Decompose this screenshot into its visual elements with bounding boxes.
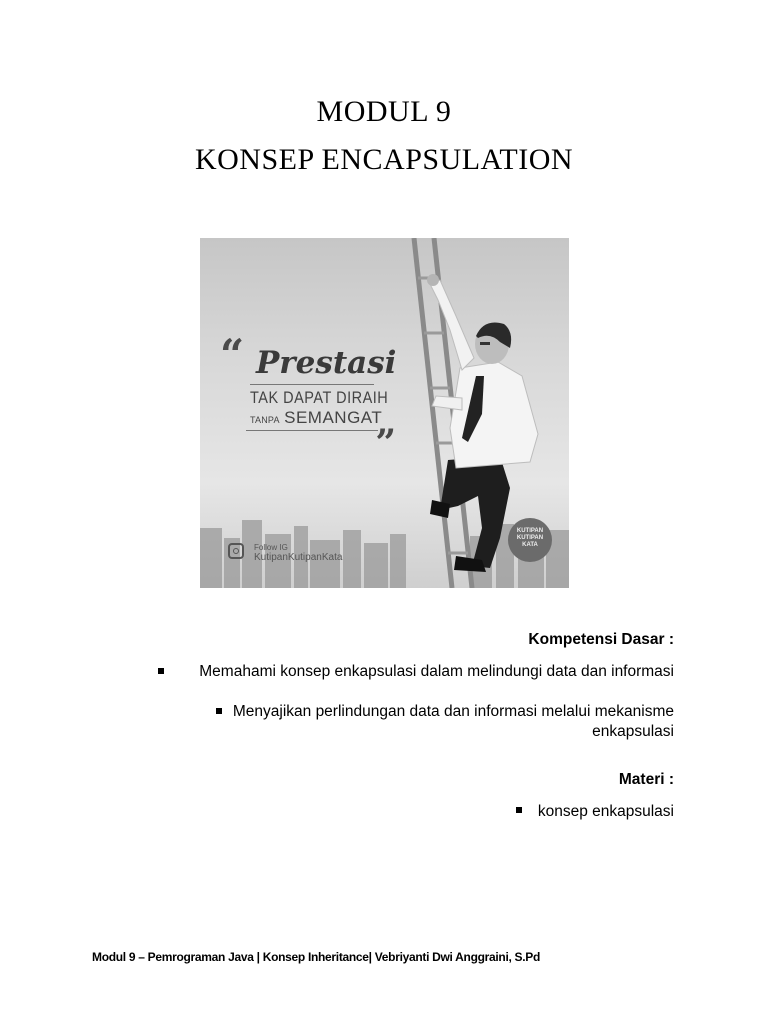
poster-line-3 bbox=[250, 408, 382, 428]
badge-text-2: KUTIPAN bbox=[516, 535, 544, 541]
kompetensi-item-1-text: Memahami konsep enkapsulasi dalam melindungi data dan informasi bbox=[199, 663, 674, 680]
bullet-icon bbox=[158, 668, 164, 674]
materi-heading: Materi : bbox=[618, 771, 674, 788]
badge-text-1: KUTIPAN bbox=[516, 528, 544, 534]
poster-divider bbox=[250, 384, 374, 385]
brand-badge-logo bbox=[508, 518, 552, 562]
open-quote-mark: “ bbox=[220, 330, 245, 379]
follow-label: Follow IG bbox=[254, 543, 288, 552]
close-quote-mark: „ bbox=[376, 401, 397, 443]
materi-item-1-text: konsep enkapsulasi bbox=[537, 803, 674, 820]
module-title: KONSEP ENCAPSULATION bbox=[194, 143, 574, 176]
motivational-poster-image bbox=[200, 238, 569, 588]
kompetensi-item-2 bbox=[214, 702, 674, 742]
kompetensi-item-1 bbox=[154, 662, 674, 682]
badge-text-3: KATA bbox=[522, 542, 538, 548]
poster-divider-bottom bbox=[246, 430, 378, 431]
page-footer: Modul 9 – Pemrograman Java | Konsep Inheritance| Vebriyanti Dwi Anggraini, S.Pd bbox=[92, 950, 541, 964]
module-number: MODUL 9 bbox=[316, 95, 452, 128]
poster-line-3-big: SEMANGAT bbox=[284, 408, 383, 427]
kompetensi-item-2-text: Menyajikan perlindungan data dan informasi melalui mekanisme enkapsulasi bbox=[232, 703, 674, 740]
poster-line-3-small: TANPA bbox=[250, 415, 280, 425]
poster-line-2: TAK DAPAT DIRAIH bbox=[250, 389, 389, 408]
bullet-icon bbox=[516, 807, 522, 813]
materi-item-1 bbox=[516, 803, 674, 821]
bullet-icon bbox=[216, 708, 222, 714]
poster-headline: Prestasi bbox=[256, 345, 397, 381]
instagram-icon bbox=[228, 543, 244, 559]
kompetensi-heading: Kompetensi Dasar : bbox=[528, 631, 674, 648]
follow-handle: KutipanKutipanKata bbox=[254, 552, 343, 563]
